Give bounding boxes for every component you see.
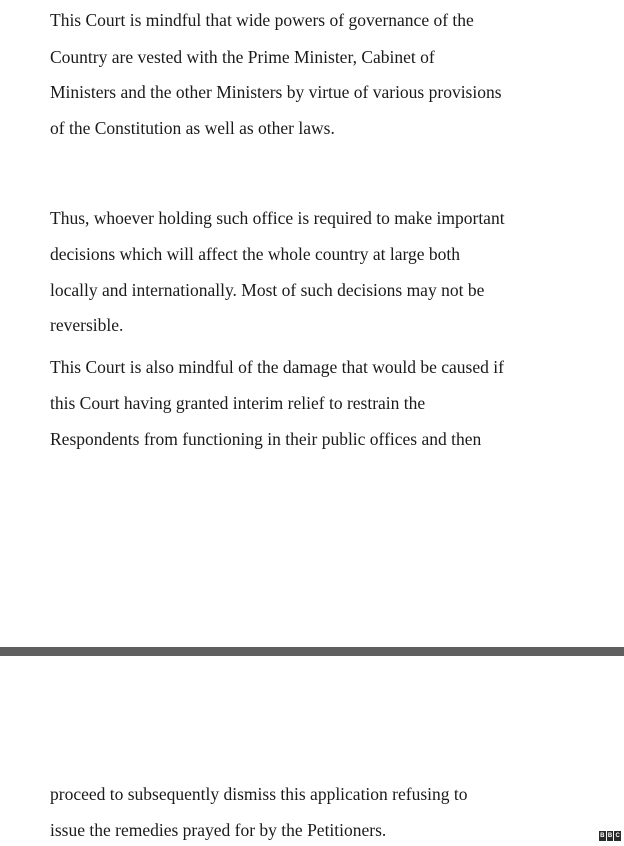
bbc-logo-letter: B xyxy=(607,833,613,839)
bbc-logo-watermark xyxy=(599,831,621,841)
paragraph-3-line-1: This Court is also mindful of the damage that would be caused if xyxy=(50,357,504,377)
paragraph-4-line-1: proceed to subsequently dismiss this application refusing to xyxy=(50,784,468,804)
paragraph-2-line-1: Thus, whoever holding such office is required to make important xyxy=(50,208,505,228)
paragraph-1-line-1: This Court is mindful that wide powers of governance of the xyxy=(50,10,474,30)
paragraph-1-line-4: of the Constitution as well as other laws. xyxy=(50,118,335,138)
paragraph-2-line-3: locally and internationally. Most of such decisions may not be xyxy=(50,280,485,300)
paragraph-1-line-2: Country are vested with the Prime Minister, Cabinet of xyxy=(50,47,435,67)
paragraph-2-line-2: decisions which will affect the whole country at large both xyxy=(50,244,461,264)
paragraph-1-line-3: Ministers and the other Ministers by virtue of various provisions xyxy=(50,82,502,102)
paragraph-3-line-3: Respondents from functioning in their public offices and then xyxy=(50,429,482,449)
paragraph-2-line-4: reversible. xyxy=(50,315,124,335)
page-break-divider xyxy=(0,647,624,656)
paragraph-4-line-2: issue the remedies prayed for by the Petitioners. xyxy=(50,820,387,840)
paragraph-3-line-2: this Court having granted interim relief to restrain the xyxy=(50,393,426,413)
bbc-logo-letter: C xyxy=(615,833,620,839)
bbc-logo-letter: B xyxy=(600,833,605,839)
